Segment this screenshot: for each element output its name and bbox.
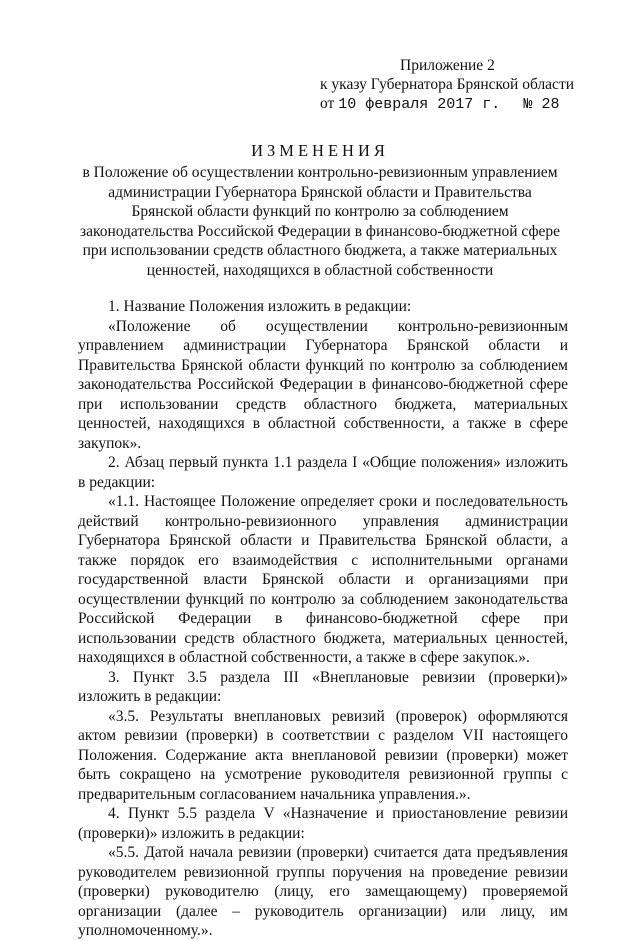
paragraph-4: «1.1. Настоящее Положение определяет сроки и последовательность действий контрольно-ревизионного управления администрации Губернатора Брянской области и Правительства Брянской области, а также порядок его взаимодействия с исполнительными органами государственной власти Брянской области и организациями при осуществлении функций по контролю за соблюдением законодательства Российской Федерации в финансово-бюджетной сфере при использовании средств областного бюджета, материальных ценностей, находящихся в областной собственности, а также в сфере закупок.». bbox=[78, 493, 568, 666]
date-prefix: от bbox=[320, 95, 335, 112]
paragraph-7: 4. Пункт 5.5 раздела V «Назначение и приостановление ревизии (проверки)» изложить в редакции: bbox=[78, 805, 568, 842]
paragraph-6: «3.5. Результаты внеплановых ревизий (проверок) оформляются актом ревизии (проверки) в соответствии с разделом VII настоящего Положения. Содержание акта внеплановой ревизии (проверки) может быть сокращено на усмотрение руководителя ревизионной группы с предварительным согласованием начальника управления.». bbox=[78, 707, 568, 803]
appendix-header bbox=[320, 56, 574, 114]
appendix-date-line bbox=[320, 94, 574, 114]
decree-date: 10 февраля 2017 г. bbox=[338, 96, 501, 113]
paragraph-8: «5.5. Датой начала ревизии (проверки) считается дата предъявления руководителем ревизионной группы поручения на проведение ревизии (проверки) руководителю (лицу, его замещающему) проверяемой организации (далее – руководитель организации) или лицу, им уполномоченному.». bbox=[78, 844, 568, 939]
paragraph-1: 1. Название Положения изложить в редакции: bbox=[108, 298, 412, 315]
document-title: ИЗМЕНЕНИЯ bbox=[251, 141, 389, 160]
appendix-decree: к указу Губернатора Брянской области bbox=[320, 76, 575, 93]
paragraph-3: 2. Абзац первый пункта 1.1 раздела I «Общие положения» изложить в редакции: bbox=[78, 454, 568, 491]
paragraph-5: 3. Пункт 3.5 раздела III «Внеплановые ревизии (проверки)» изложить в редакции: bbox=[78, 668, 568, 705]
appendix-number: Приложение 2 bbox=[400, 57, 495, 74]
document-subtitle: в Положение об осуществлении контрольно-ревизионным управлением администрации Губернатора Брянской области и Правительства Брянской области функций по контролю за соблюдением законодательства Российской Федерации в финансово-бюджетной сфере при использовании средств областного бюджета, а также материальных ценностей, находящихся в областной собственности bbox=[79, 164, 561, 279]
paragraph-2: «Положение об осуществлении контрольно-ревизионным управлением администрации Губернатора Брянской области и Правительства Брянской области функций по контролю за соблюдением законодательства Российской Федерации в финансово-бюджетной сфере при использовании средств областного бюджета, материальных ценностей, находящихся в областной собственности, а также в сфере закупок». bbox=[78, 317, 568, 452]
decree-number: № 28 bbox=[523, 96, 560, 113]
document-body bbox=[78, 297, 568, 941]
